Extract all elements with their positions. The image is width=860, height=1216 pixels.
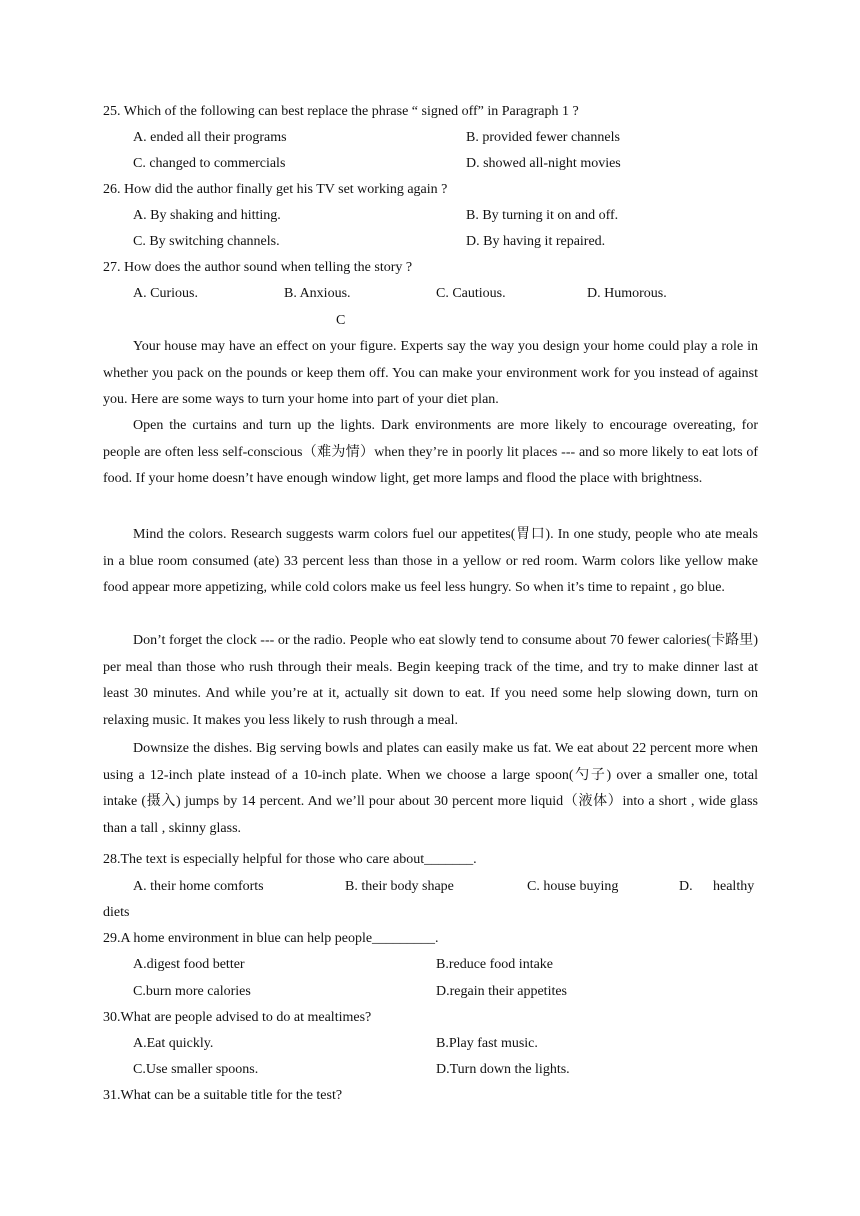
question-28-option-a: A. their home comforts	[133, 879, 264, 894]
question-28-stem: 28.The text is especially helpful for those who care about_______.	[103, 852, 477, 867]
question-28-option-d-letter: D.	[679, 879, 693, 894]
question-27-option-b: B. Anxious.	[284, 286, 351, 301]
passage-paragraph-4: Don’t forget the clock --- or the radio. People who eat slowly tend to consume about 70 fewer calories(卡路里) per meal than those who rush through their meals. Begin keeping track of the time, and try to make dinner last at least 30 minutes. And while you’re at it, actually sit down to eat. If you need some help slowing down, turn on relaxing music. It makes you less likely to rush through a meal.	[103, 633, 758, 728]
question-27-option-a: A. Curious.	[133, 286, 198, 301]
question-30-stem: 30.What are people advised to do at mealtimes?	[103, 1010, 372, 1025]
question-31-stem: 31.What can be a suitable title for the test?	[103, 1088, 343, 1103]
passage-paragraph-5: Downsize the dishes. Big serving bowls and plates can easily make us fat. We eat about 22 percent more when using a 12-inch plate instead of a 10-inch plate. When we choose a large spoon(勺子) over a smaller one, total intake (摄入) jumps by 14 percent. And we’ll pour about 30 percent more liquid（液体）into a short , wide glass than a tall , skinny glass.	[103, 741, 758, 836]
question-30-option-d: D.Turn down the lights.	[436, 1062, 570, 1077]
question-30-option-c: C.Use smaller spoons.	[133, 1062, 259, 1077]
question-30-option-a: A.Eat quickly.	[133, 1036, 214, 1051]
question-29-option-c: C.burn more calories	[133, 984, 251, 999]
question-29-option-a: A.digest food better	[133, 957, 245, 972]
question-25-option-d: D. showed all-night movies	[466, 156, 621, 171]
question-27-stem: 27. How does the author sound when telling the story ?	[103, 260, 413, 275]
question-29-option-b: B.reduce food intake	[436, 957, 554, 972]
question-28-option-b: B. their body shape	[345, 879, 454, 894]
question-26-option-c: C. By switching channels.	[133, 234, 280, 249]
question-25-option-a: A. ended all their programs	[133, 130, 287, 145]
question-27-option-c: C. Cautious.	[436, 286, 506, 301]
question-28-option-c: C. house buying	[527, 879, 619, 894]
passage-paragraph-3: Mind the colors. Research suggests warm colors fuel our appetites(胃口). In one study, people who ate meals in a blue room consumed (ate) 33 percent less than those in a yellow or red room. Warm colors like yellow make food appear more appetizing, while cold colors make us feel less hungry. So when it’s time to repaint , go blue.	[103, 527, 758, 595]
passage-paragraph-1: Your house may have an effect on your figure. Experts say the way you design your home could play a role in whether you pack on the pounds or keep them off. You can make your environment work for you instead of against you. Here are some ways to turn your home into part of your diet plan.	[103, 339, 758, 407]
question-26-option-a: A. By shaking and hitting.	[133, 208, 281, 223]
question-26-stem: 26. How did the author finally get his TV set working again ?	[103, 182, 448, 197]
question-25-option-c: C. changed to commercials	[133, 156, 286, 171]
section-label: C	[336, 313, 346, 328]
question-29-stem: 29.A home environment in blue can help people_________.	[103, 931, 439, 946]
passage-paragraph-2: Open the curtains and turn up the lights. Dark environments are more likely to encourage overeating, for people are often less self-conscious（难为情）when they’re in poorly lit places --- and so more likely to eat lots of food. If your home doesn’t have enough window light, get more lamps and flood the place with brightness.	[103, 418, 758, 486]
question-28-option-d-text-continued: diets	[103, 905, 130, 920]
question-29-option-d: D.regain their appetites	[436, 984, 568, 999]
question-26-option-d: D. By having it repaired.	[466, 234, 606, 249]
question-27-option-d: D. Humorous.	[587, 286, 667, 301]
question-25-option-b: B. provided fewer channels	[466, 130, 620, 145]
question-30-option-b: B.Play fast music.	[436, 1036, 538, 1051]
question-28-option-d-text: healthy	[713, 879, 755, 894]
question-26-option-b: B. By turning it on and off.	[466, 208, 619, 223]
question-25-stem: 25. Which of the following can best replace the phrase “ signed off” in Paragraph 1 ?	[103, 104, 579, 119]
